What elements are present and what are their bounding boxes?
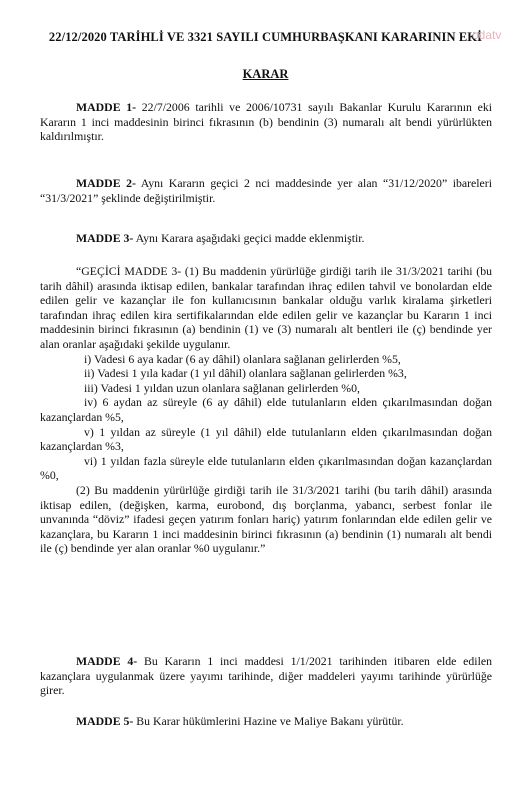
watermark-logo: odatv	[472, 28, 502, 42]
gecici-item-i: i) Vadesi 6 aya kadar (6 ay dâhil) olanlara sağlanan gelirlerden %5,	[84, 351, 401, 366]
madde-2-label: MADDE 2-	[76, 176, 136, 190]
madde-4-label: MADDE 4-	[76, 654, 138, 668]
gecici-paragraph-1: “GEÇİCİ MADDE 3- (1) Bu maddenin yürürlüğe girdiği tarih ile 31/3/2021 tarihi (bu tarih dâhil) arasında iktisap edilen, bankalar tarafından ihraç edilen tahvil ve bonolardan elde edilen gelir ve kazançlar ile fon kullanıcısının bankalar olduğu varlık kiralama şirketleri tarafından ihraç edilen kira sertifikalarından elde edilen gelir ve kazançlar bu Kararın 1 inci maddesinin birinci fıkrasının (a) bendinin (1) ve (3) numaralı alt bentleri ile (ç) bendinde yer alan oranlar aşağıdaki şekilde uygulanır.	[40, 264, 492, 351]
gecici-item-ii: ii) Vadesi 1 yıla kadar (1 yıl dâhil) olanlara sağlanan gelirlerden %3,	[84, 366, 407, 381]
madde-2-text: Aynı Kararın geçici 2 nci maddesinde yer alan “31/12/2020” ibareleri “31/3/2021” şeklinde değiştirilmiştir.	[40, 176, 492, 205]
madde-5-label: MADDE 5-	[76, 714, 134, 728]
gecici-item-iv: iv) 6 aydan az süreyle (6 ay dâhil) elde tutulanların elden çıkarılmasından doğan kazançlardan %5,	[40, 395, 492, 424]
madde-1-label: MADDE 1-	[76, 100, 137, 114]
karar-heading-text: KARAR	[242, 67, 289, 81]
madde-1-text: 22/7/2006 tarihli ve 2006/10731 sayılı Bakanlar Kurulu Kararının eki Kararın 1 inci maddesinin birinci fıkrasının (b) bendinin (3) numaralı alt bendi yürürlükten kaldırılmıştır.	[40, 100, 493, 144]
madde-3-text: Aynı Karara aşağıdaki geçici madde eklenmiştir.	[133, 231, 365, 245]
gecici-paragraph-2: (2) Bu maddenin yürürlüğe girdiği tarih ile 31/3/2021 tarihi (bu tarih dâhil) arasında iktisap edilen, (değişken, karma, eurobond, dış borçlanma, yabancı, serbest fonlar ile unvanında “döviz” ifadesi geçen yatırım fonları hariç) yatırım fonlarından elde edilen gelir ve kazançlara, bu Kararın 1 inci maddesinin birinci fıkrasının (a) bendinin (1) numaralı alt bendi ile (ç) bendinde yer alan oranlar %0 uygulanır.”	[40, 482, 492, 556]
madde-1	[40, 100, 492, 144]
madde-3-label: MADDE 3-	[76, 231, 134, 245]
gecici-item-vi: vi) 1 yıldan fazla süreyle elde tutulanların elden çıkarılmasından doğan kazançlardan %0,	[40, 453, 492, 483]
madde-5-text: Bu Karar hükümlerini Hazine ve Maliye Bakanı yürütür.	[133, 714, 404, 728]
madde-4-text: Bu Kararın 1 inci maddesi 1/1/2021 tarihinden itibaren elde edilen kazançlara uygulanmak üzere yayımı tarihinde, diğer maddeleri yayımı tarihinde yürürlüğe girer.	[40, 654, 492, 698]
document-title: 22/12/2020 TARİHLİ VE 3321 SAYILI CUMHURBAŞKANI KARARININ EKİ	[48, 30, 483, 44]
karar-heading	[0, 67, 531, 82]
gecici-item-v: v) 1 yıldan az süreyle (1 yıl dâhil) elde tutulanların elden çıkarılmasından doğan kazançlardan %3,	[40, 424, 492, 454]
gecici-madde-3	[40, 264, 492, 556]
madde-5	[40, 714, 492, 729]
madde-2	[40, 176, 492, 205]
gecici-item-iii: iii) Vadesi 1 yıldan uzun olanlara sağlanan gelirlerden %0,	[84, 380, 360, 395]
madde-3	[40, 231, 492, 246]
madde-4	[40, 654, 492, 698]
